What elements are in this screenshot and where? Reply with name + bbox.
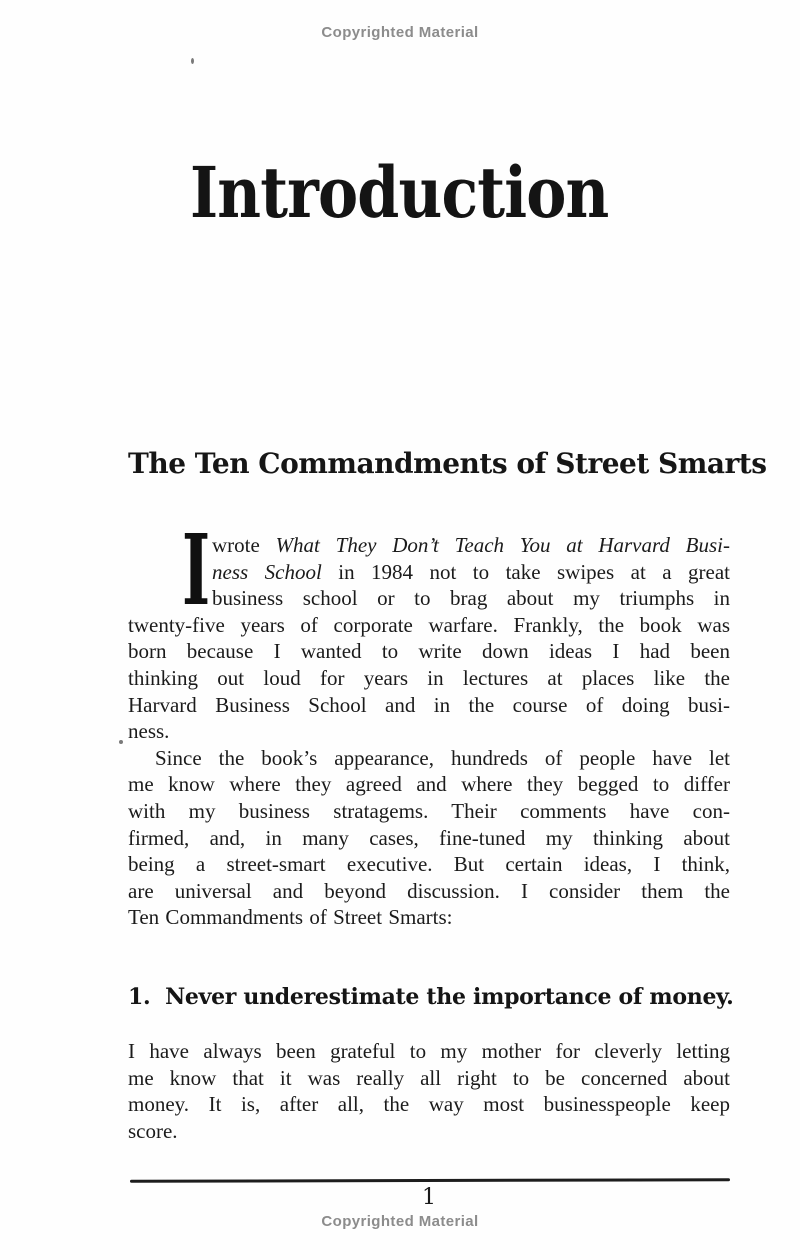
text-line xyxy=(128,718,730,745)
copyright-banner-top: Copyrighted Material xyxy=(321,24,479,41)
text-segment: ness. xyxy=(128,719,170,744)
text-line xyxy=(128,638,730,665)
italic-text: What They Don’t Teach You at Harvard Busi- xyxy=(275,533,730,557)
text-line xyxy=(128,878,730,905)
text-line xyxy=(128,559,730,586)
italic-text: ness School xyxy=(212,559,322,584)
text-segment: business school or to brag about my triumphs in xyxy=(212,586,730,611)
text-line xyxy=(128,851,730,878)
text-line xyxy=(128,825,730,852)
text-line xyxy=(128,532,730,559)
text-segment: are universal and beyond discussion. I consider them the xyxy=(128,878,730,903)
text-segment: with my business stratagems. Their comments have con- xyxy=(128,798,730,823)
text-segment: me know that it was really all right to be concerned about xyxy=(128,1065,730,1090)
text-line xyxy=(128,665,730,692)
scan-speck xyxy=(191,58,194,64)
drop-cap: I xyxy=(182,513,211,627)
footer-rule xyxy=(130,1178,730,1183)
chapter-title-text: Introduction xyxy=(190,151,609,234)
text-segment: money. It is, after all, the way most businesspeople keep xyxy=(128,1092,730,1117)
text-line xyxy=(128,1091,730,1118)
paragraph xyxy=(128,745,730,931)
text-line xyxy=(128,745,730,772)
text-segment: being a street-smart executive. But certain ideas, I think, xyxy=(128,852,730,877)
text-line xyxy=(128,1038,730,1065)
text-segment: Since the book’s appearance, hundreds of people have let xyxy=(155,745,730,770)
text-segment: I have always been grateful to my mother for cleverly letting xyxy=(128,1038,730,1063)
text-line xyxy=(128,1065,730,1092)
numbered-heading: 1. Never underestimate the importance of money. xyxy=(128,983,734,1010)
paragraph xyxy=(128,1038,730,1144)
text-line xyxy=(128,904,730,931)
text-segment: me know where they agreed and where they begged to differ xyxy=(128,772,730,797)
text-line xyxy=(128,771,730,798)
copyright-banner-bottom: Copyrighted Material xyxy=(321,1213,479,1230)
text-segment: Harvard Business School and in the course of doing busi- xyxy=(128,692,730,717)
text-segment: born because I wanted to write down ideas I had been xyxy=(128,639,730,664)
scan-speck xyxy=(119,740,123,744)
section-title: The Ten Commandments of Street Smarts xyxy=(128,447,767,480)
text-line xyxy=(128,612,730,639)
text-line xyxy=(128,692,730,719)
text-line xyxy=(128,798,730,825)
text-segment: Ten Commandments of Street Smarts: xyxy=(128,905,453,930)
chapter-title xyxy=(190,151,677,234)
text-segment: wrote xyxy=(212,533,276,557)
paragraph xyxy=(128,513,730,745)
text-line xyxy=(128,585,730,612)
text-segment: thinking out loud for years in lectures at places like the xyxy=(128,665,730,690)
text-segment: firmed, and, in many cases, fine-tuned my thinking about xyxy=(128,825,730,850)
text-segment: in 1984 not to take swipes at a great xyxy=(321,559,730,584)
text-segment: score. xyxy=(128,1118,178,1143)
text-segment: twenty-five years of corporate warfare. Frankly, the book was xyxy=(128,612,730,637)
page-number: 1 xyxy=(422,1185,436,1210)
body-text xyxy=(128,513,734,1144)
text-line xyxy=(128,1118,730,1145)
